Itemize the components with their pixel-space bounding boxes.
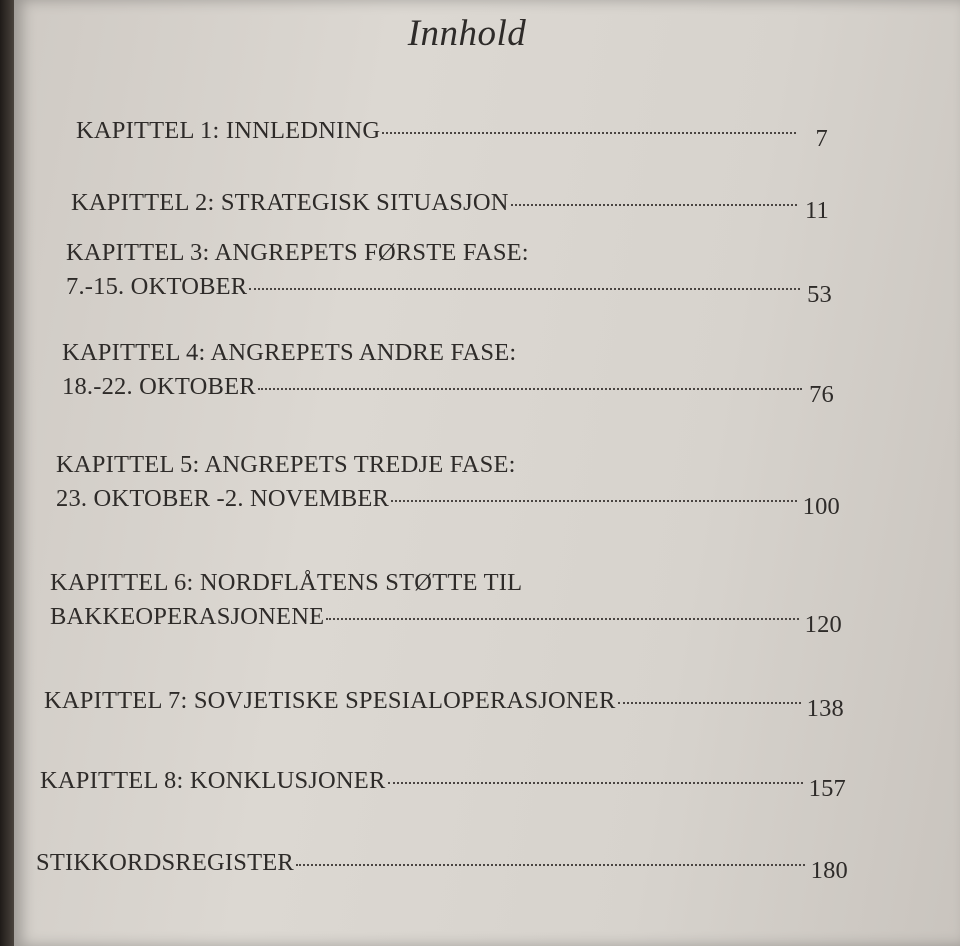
toc-entry-4: [62, 336, 834, 408]
toc-page-number: 157: [808, 775, 846, 802]
dot-leader: [511, 204, 797, 206]
dot-leader: [296, 864, 805, 866]
toc-entry-subtitle: 7.-15. OKTOBER: [66, 273, 248, 300]
toc-entry-subtitle: BAKKEOPERASJONENE: [50, 603, 325, 630]
toc-entry-title: KAPITTEL 4: ANGREPETS ANDRE FASE:: [62, 339, 517, 366]
toc-entry-title: KAPITTEL 6: NORDFLÅTENS STØTTE TIL: [50, 569, 523, 596]
dot-leader: [391, 500, 797, 502]
toc-page-number: 180: [810, 857, 848, 884]
toc-entry-3: [66, 236, 832, 308]
toc-entry-8: [40, 764, 846, 802]
toc-entry-1: [76, 114, 828, 152]
toc-page-number: 53: [807, 281, 832, 308]
dot-leader: [618, 702, 801, 704]
toc-entry-5: [56, 448, 840, 520]
dot-leader: [258, 388, 802, 390]
toc-entry-subtitle: 18.-22. OKTOBER: [62, 373, 256, 400]
toc-entry-subtitle: 23. OKTOBER -2. NOVEMBER: [56, 485, 390, 512]
toc-entry-6: [50, 566, 842, 638]
dot-leader: [249, 288, 800, 290]
toc-page-number: 120: [804, 611, 842, 638]
page-title: Innhold: [407, 13, 527, 54]
book-spine-shadow: [0, 0, 14, 946]
dot-leader: [382, 132, 796, 134]
dot-leader: [326, 618, 798, 620]
toc-entry-9: [36, 846, 848, 884]
toc-page-number: 11: [805, 197, 829, 224]
toc-page-number: 100: [802, 493, 840, 520]
toc-entry-title: KAPITTEL 5: ANGREPETS TREDJE FASE:: [56, 451, 516, 478]
toc-entry-2: [71, 186, 829, 224]
toc-entry-title: KAPITTEL 3: ANGREPETS FØRSTE FASE:: [66, 239, 529, 266]
toc-entry-title: KAPITTEL 7: SOVJETISKE SPESIALOPERASJONER: [44, 687, 616, 714]
table-of-contents-page: [14, 0, 960, 946]
toc-entry-title: STIKKORDSREGISTER: [36, 849, 294, 876]
toc-page-number: 76: [809, 381, 834, 408]
toc-entry-7: [44, 684, 844, 722]
toc-entry-title: KAPITTEL 1: INNLEDNING: [76, 117, 381, 144]
dot-leader: [388, 782, 803, 784]
toc-page-number: 138: [806, 695, 844, 722]
toc-entry-title: KAPITTEL 8: KONKLUSJONER: [40, 767, 386, 794]
toc-entry-title: KAPITTEL 2: STRATEGISK SITUASJON: [71, 189, 509, 216]
toc-page-number: 7: [815, 125, 828, 152]
